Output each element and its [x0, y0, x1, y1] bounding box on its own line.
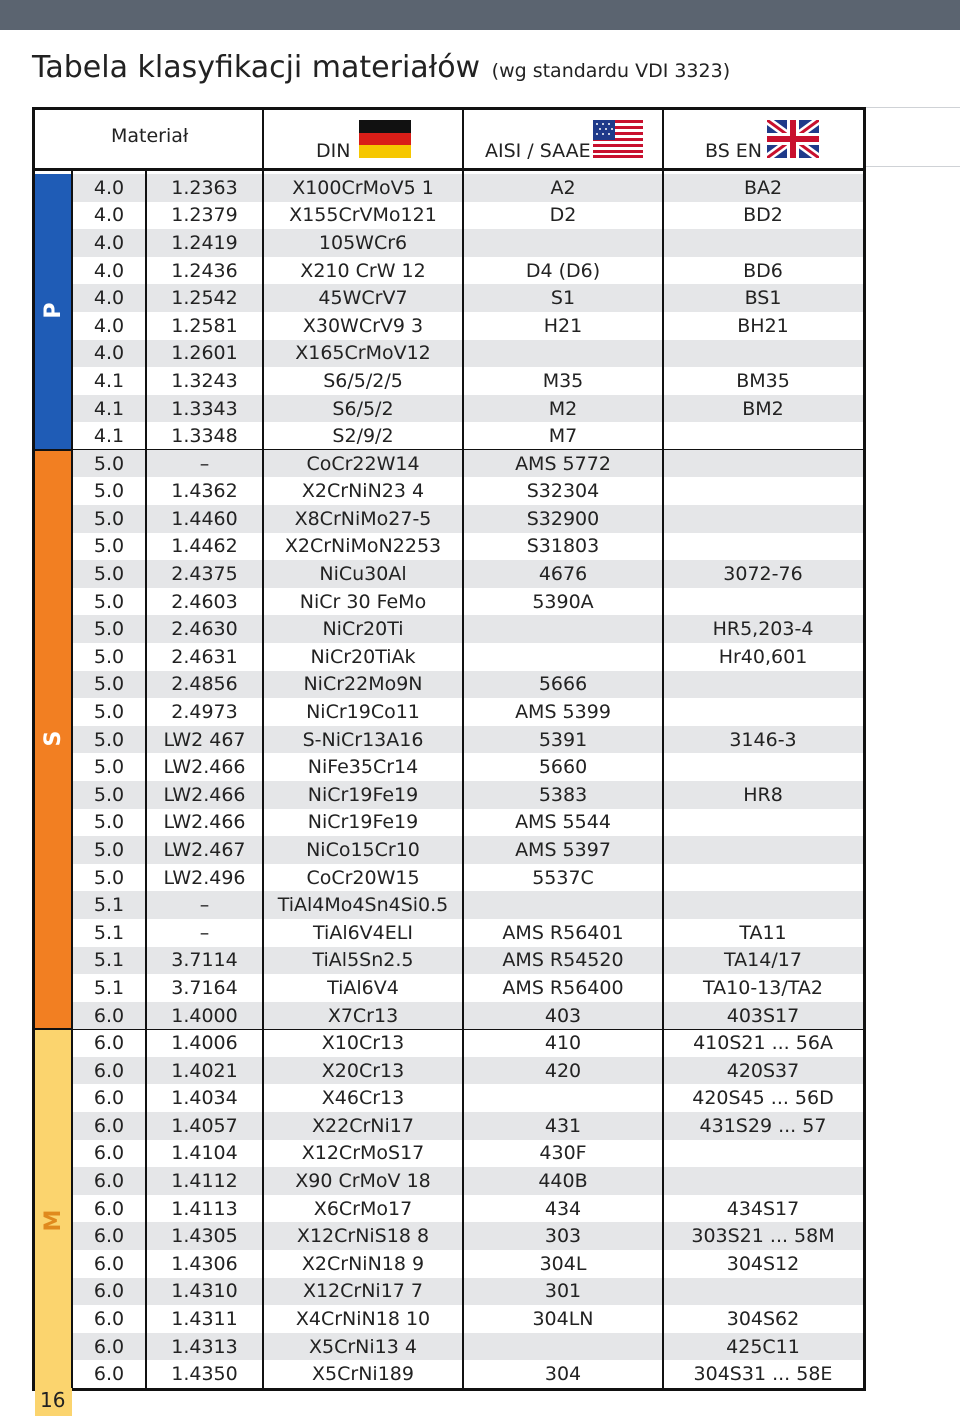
cell-din: X10Cr13: [321, 1032, 405, 1055]
table-row: [72, 257, 863, 285]
cell-number: 2.4631: [171, 645, 238, 668]
cell-bsen: [663, 478, 863, 506]
cell-number: 3.7114: [171, 949, 238, 972]
cell-din: X90 CrMoV 18: [295, 1170, 431, 1193]
cell-aisi: 431: [544, 1114, 582, 1137]
table-row: [72, 1360, 863, 1388]
cell-bsen: [663, 864, 863, 892]
cell-din: X12CrNi17 7: [302, 1280, 424, 1303]
cell-din: X4CrNiN18 10: [295, 1308, 431, 1330]
cell-bsen: [663, 422, 863, 450]
table-row: [72, 809, 863, 837]
cell-group: 4.1: [93, 369, 125, 392]
cell-aisi: 5383: [538, 783, 588, 806]
cell-din: NiCr20TiAk: [310, 645, 416, 668]
cell-bsen: 420S45 ... 56D: [692, 1087, 834, 1110]
cell-bsen: 434S17: [726, 1197, 800, 1220]
cell-din: X2CrNiN18 9: [301, 1252, 425, 1275]
cell-bsen: 420S37: [726, 1059, 800, 1082]
cell-number: 2.4630: [171, 618, 238, 641]
cell-group: 5.0: [93, 756, 125, 779]
cell-group: 6.0: [93, 1363, 125, 1386]
table-row: [72, 781, 863, 809]
table-row: [72, 891, 863, 919]
table-header: [35, 110, 863, 171]
cell-group: 4.1: [93, 397, 125, 420]
cell-din: X6CrMo17: [313, 1197, 413, 1220]
cell-din: S2/9/2: [332, 425, 394, 448]
table-row: [72, 753, 863, 781]
cell-group: 5.0: [93, 866, 125, 889]
cell-din: TiAl6V4ELI: [313, 921, 413, 944]
cell-din: NiFe35Cr14: [307, 756, 419, 779]
cell-aisi: [463, 891, 663, 919]
cell-aisi: AMS 5772: [515, 452, 611, 475]
cell-number: 1.2436: [171, 259, 238, 282]
cell-group: 5.0: [93, 452, 125, 475]
cell-bsen: TA14/17: [724, 949, 802, 972]
cell-number: LW2.466: [163, 756, 246, 779]
cell-number: 1.4113: [171, 1197, 238, 1220]
cell-group: 6.0: [93, 1087, 125, 1110]
germany-flag-icon: [359, 120, 411, 158]
column-divider: [145, 171, 147, 1388]
cell-number: 1.4362: [171, 480, 238, 503]
cell-aisi: 403: [544, 1004, 582, 1027]
cell-bsen: BS1: [744, 287, 782, 310]
cell-bsen: 425C11: [726, 1335, 800, 1358]
cell-group: 6.0: [93, 1225, 125, 1248]
cell-group: 4.0: [93, 231, 125, 254]
cell-bsen: [663, 809, 863, 837]
cell-number: LW2.466: [163, 783, 246, 806]
table-row: [72, 947, 863, 975]
group-label: S: [41, 730, 66, 747]
cell-number: 1.4057: [171, 1114, 238, 1137]
cell-din: X165CrMoV12: [295, 342, 431, 365]
cell-number: –: [199, 921, 210, 944]
cell-group: 6.0: [93, 1252, 125, 1275]
cell-group: 6.0: [93, 1170, 125, 1193]
cell-aisi: 4676: [538, 563, 588, 586]
cell-din: 105WCr6: [318, 231, 408, 254]
cell-din: NiCr22Mo9N: [303, 673, 423, 696]
cell-number: 1.2581: [171, 314, 238, 337]
cell-aisi: 304: [544, 1363, 582, 1386]
table-row: [72, 864, 863, 892]
cell-aisi: AMS R56401: [502, 921, 624, 944]
header-aisi: AISI / SAAE: [463, 110, 663, 168]
cell-bsen: Hr40,601: [718, 645, 808, 668]
column-divider: [262, 110, 264, 1388]
cell-group: 4.0: [93, 314, 125, 337]
cell-aisi: [463, 1085, 663, 1113]
cell-din: X5CrNi13 4: [309, 1335, 417, 1358]
cell-aisi: 420: [544, 1059, 582, 1082]
table-row: [72, 1167, 863, 1195]
cell-number: 1.4021: [171, 1059, 238, 1082]
cell-number: 1.4104: [171, 1142, 238, 1165]
cell-number: 1.2379: [171, 204, 238, 227]
cell-group: 5.0: [93, 673, 125, 696]
cell-aisi: 5660: [538, 756, 588, 779]
margin-line: [862, 107, 960, 108]
table-row: [72, 450, 863, 478]
cell-din: X7Cr13: [327, 1004, 399, 1027]
cell-din: CoCr20W15: [306, 866, 420, 889]
cell-aisi: 304LN: [532, 1308, 594, 1330]
table-row: [72, 229, 863, 257]
cell-group: 6.0: [93, 1114, 125, 1137]
cell-number: 1.4305: [171, 1225, 238, 1248]
table-row: [72, 478, 863, 506]
group-label: M: [41, 1210, 66, 1232]
cell-bsen: [663, 533, 863, 561]
margin-line: [862, 166, 960, 167]
cell-bsen: [663, 340, 863, 368]
cell-din: X2CrNiN23 4: [301, 480, 425, 503]
cell-din: X100CrMoV5 1: [292, 176, 434, 199]
table-row: [72, 1085, 863, 1113]
cell-bsen: TA11: [739, 921, 787, 944]
cell-group: 5.0: [93, 838, 125, 861]
cell-bsen: 304S31 ... 58E: [693, 1363, 833, 1386]
cell-aisi: S32900: [526, 507, 600, 530]
cell-aisi: 5390A: [532, 590, 594, 613]
cell-bsen: [663, 229, 863, 257]
cell-din: S6/5/2/5: [323, 369, 403, 392]
cell-bsen: HR8: [743, 783, 783, 806]
cell-bsen: [663, 836, 863, 864]
cell-aisi: M7: [548, 425, 578, 448]
cell-aisi: 301: [544, 1280, 582, 1303]
column-divider: [662, 110, 664, 1388]
cell-bsen: [663, 1140, 863, 1168]
cell-aisi: S1: [550, 287, 576, 310]
table-row: [72, 1250, 863, 1278]
cell-number: 3.7164: [171, 976, 238, 999]
cell-din: X2CrNiMoN2253: [284, 535, 442, 558]
uk-flag-icon: [767, 120, 819, 158]
page-number: 16: [40, 1388, 66, 1412]
table-row: [72, 505, 863, 533]
cell-aisi: A2: [550, 176, 576, 199]
cell-aisi: D2: [549, 204, 577, 227]
cell-bsen: BD2: [743, 204, 783, 227]
cell-group: 5.0: [93, 728, 125, 751]
cell-din: NiCr20Ti: [322, 618, 404, 641]
table-row: [72, 174, 863, 202]
cell-aisi: [463, 340, 663, 368]
cell-aisi: 430F: [539, 1142, 587, 1165]
cell-bsen: 303S21 ... 58M: [691, 1225, 835, 1248]
cell-group: 6.0: [93, 1197, 125, 1220]
cell-aisi: AMS 5399: [515, 701, 611, 723]
cell-bsen: 3146-3: [729, 728, 797, 751]
cell-number: –: [199, 452, 210, 475]
header-material: Materiał: [111, 125, 189, 147]
cell-bsen: 431S29 ... 57: [699, 1114, 827, 1137]
cell-din: NiCo15Cr10: [306, 838, 420, 861]
cell-number: 2.4375: [171, 563, 238, 586]
cell-number: 1.4000: [171, 1004, 238, 1027]
cell-group: 6.0: [93, 1335, 125, 1358]
top-bar: [0, 0, 960, 30]
cell-number: 1.4306: [171, 1252, 238, 1275]
table-row: [72, 284, 863, 312]
cell-aisi: AMS R54520: [502, 949, 624, 972]
cell-din: S6/5/2: [332, 397, 394, 420]
cell-din: X5CrNi189: [312, 1363, 414, 1386]
cell-din: NiCr 30 FeMo: [299, 590, 427, 613]
cell-group: 4.1: [93, 425, 125, 448]
cell-bsen: 3072-76: [723, 563, 803, 586]
cell-aisi: [463, 615, 663, 643]
table-row: [72, 615, 863, 643]
cell-group: 4.0: [93, 342, 125, 365]
cell-number: LW2.466: [163, 811, 246, 834]
cell-din: CoCr22W14: [306, 452, 420, 475]
cell-group: 5.0: [93, 645, 125, 668]
cell-group: 4.0: [93, 259, 125, 282]
table-row: [72, 422, 863, 450]
page-title: [32, 50, 730, 85]
cell-bsen: BM35: [736, 369, 790, 392]
cell-aisi: 5391: [538, 728, 588, 751]
cell-aisi: M2: [548, 397, 578, 420]
cell-number: 1.4034: [171, 1087, 238, 1110]
cell-din: X46Cr13: [321, 1087, 405, 1110]
cell-bsen: BD6: [743, 259, 783, 282]
cell-group: 6.0: [93, 1059, 125, 1082]
cell-bsen: [663, 891, 863, 919]
cell-number: 2.4973: [171, 701, 238, 723]
cell-aisi: AMS 5544: [515, 811, 611, 834]
cell-bsen: 410S21 ... 56A: [693, 1032, 833, 1055]
cell-number: 1.2601: [171, 342, 238, 365]
cell-aisi: 303: [544, 1225, 582, 1248]
cell-group: 5.0: [93, 563, 125, 586]
cell-din: X20Cr13: [321, 1059, 405, 1082]
table-row: [72, 1305, 863, 1333]
cell-aisi: H21: [543, 314, 583, 337]
cell-group: 6.0: [93, 1142, 125, 1165]
cell-group: 5.1: [93, 949, 125, 972]
table-row: [72, 836, 863, 864]
table-row: [72, 1195, 863, 1223]
title-main: Tabela klasyfikacji materiałów: [32, 50, 481, 85]
table-row: [72, 1140, 863, 1168]
cell-group: 5.0: [93, 590, 125, 613]
cell-number: 1.4462: [171, 535, 238, 558]
cell-group: 5.1: [93, 894, 125, 917]
cell-din: X8CrNiMo27-5: [294, 507, 432, 530]
table-row: [72, 974, 863, 1002]
cell-aisi: [463, 643, 663, 671]
table-row: [72, 312, 863, 340]
cell-bsen: BA2: [743, 176, 783, 199]
cell-din: TiAl6V4: [327, 976, 399, 999]
cell-number: 1.4460: [171, 507, 238, 530]
table-row: [72, 698, 863, 726]
cell-group: 6.0: [93, 1280, 125, 1303]
table-row: [72, 1333, 863, 1361]
cell-group: 5.0: [93, 811, 125, 834]
table-row: [72, 1029, 863, 1057]
cell-din: X22CrNi17: [312, 1114, 414, 1137]
cell-bsen: HR5,203-4: [712, 618, 814, 641]
cell-group: 5.1: [93, 976, 125, 999]
cell-din: S-NiCr13A16: [302, 728, 424, 751]
cell-group: 5.0: [93, 507, 125, 530]
cell-group: 6.0: [93, 1032, 125, 1055]
cell-number: 1.3348: [171, 425, 238, 448]
table-row: [72, 340, 863, 368]
cell-din: X30WCrV9 3: [302, 314, 424, 337]
cell-bsen: [663, 671, 863, 699]
cell-aisi: 304L: [539, 1252, 587, 1275]
table-row: [72, 1112, 863, 1140]
cell-group: 5.0: [93, 480, 125, 503]
cell-aisi: D4 (D6): [525, 259, 601, 282]
cell-number: 1.2542: [171, 287, 238, 310]
header-bsen: BS EN: [663, 110, 863, 168]
cell-aisi: [463, 1333, 663, 1361]
cell-bsen: [663, 698, 863, 726]
cell-bsen: [663, 588, 863, 616]
cell-aisi: M35: [542, 369, 584, 392]
cell-group: 5.0: [93, 535, 125, 558]
cell-aisi: 440B: [538, 1170, 588, 1193]
cell-din: TiAl5Sn2.5: [312, 949, 414, 972]
table-row: [72, 202, 863, 230]
cell-number: LW2 467: [163, 728, 246, 751]
cell-bsen: TA10-13/TA2: [703, 976, 823, 999]
cell-din: TiAl4Mo4Sn4Si0.5: [277, 894, 449, 917]
cell-number: –: [199, 894, 210, 917]
cell-bsen: [663, 1167, 863, 1195]
cell-number: LW2.496: [163, 866, 246, 889]
cell-din: X210 CrW 12: [300, 259, 426, 282]
cell-group: 6.0: [93, 1308, 125, 1330]
group-label: P: [41, 302, 66, 319]
table-row: [72, 1278, 863, 1306]
table-row: [72, 671, 863, 699]
table-row: [72, 1057, 863, 1085]
cell-din: X12CrMoS17: [301, 1142, 425, 1165]
title-subtitle: (wg standardu VDI 3323): [491, 60, 731, 82]
cell-number: 1.4350: [171, 1363, 238, 1386]
table-row: [72, 533, 863, 561]
cell-group: 5.0: [93, 783, 125, 806]
cell-group: 6.0: [93, 1004, 125, 1027]
cell-din: NiCu30Al: [319, 563, 407, 586]
cell-din: NiCr19Fe19: [307, 811, 419, 834]
cell-aisi: 410: [544, 1032, 582, 1055]
cell-bsen: [663, 450, 863, 478]
cell-number: 1.3243: [171, 369, 238, 392]
cell-group: 4.0: [93, 176, 125, 199]
cell-group: 5.0: [93, 618, 125, 641]
table-row: [72, 395, 863, 423]
cell-din: X12CrNiS18 8: [296, 1225, 430, 1248]
cell-aisi: 5666: [538, 673, 588, 696]
cell-number: 1.2419: [171, 231, 238, 254]
cell-din: NiCr19Co11: [306, 701, 420, 723]
cell-aisi: AMS R56400: [502, 976, 624, 999]
cell-bsen: BH21: [737, 314, 789, 337]
cell-number: 1.4112: [171, 1170, 238, 1193]
cell-number: LW2.467: [163, 838, 246, 861]
cell-bsen: 403S17: [726, 1004, 800, 1027]
cell-group: 5.0: [93, 701, 125, 723]
cell-group: 4.0: [93, 204, 125, 227]
cell-bsen: 304S12: [726, 1252, 800, 1275]
cell-aisi: S32304: [526, 480, 600, 503]
cell-number: 1.2363: [171, 176, 238, 199]
cell-bsen: [663, 1278, 863, 1306]
column-divider: [71, 171, 73, 1388]
cell-aisi: AMS 5397: [515, 838, 611, 861]
table-row: [72, 643, 863, 671]
cell-number: 1.4310: [171, 1280, 238, 1303]
table-row: [72, 560, 863, 588]
cell-bsen: [663, 505, 863, 533]
table-row: [72, 1222, 863, 1250]
cell-din: X155CrVMo121: [289, 204, 437, 227]
header-din: DIN: [263, 110, 463, 168]
table-row: [72, 367, 863, 395]
table-row: [72, 726, 863, 754]
cell-group: 4.0: [93, 287, 125, 310]
cell-bsen: [663, 753, 863, 781]
cell-number: 1.4313: [171, 1335, 238, 1358]
cell-number: 1.4006: [171, 1032, 238, 1055]
table-row: [72, 1002, 863, 1030]
cell-aisi: 5537C: [532, 866, 594, 889]
cell-aisi: S31803: [526, 535, 600, 558]
cell-aisi: [463, 229, 663, 257]
material-table: [32, 107, 866, 1391]
cell-din: NiCr19Fe19: [307, 783, 419, 806]
table-row: [72, 588, 863, 616]
table-row: [72, 919, 863, 947]
cell-number: 2.4603: [171, 590, 238, 613]
cell-number: 1.4311: [171, 1308, 238, 1330]
column-divider: [462, 110, 464, 1388]
cell-aisi: 434: [544, 1197, 582, 1220]
cell-number: 1.3343: [171, 397, 238, 420]
cell-bsen: 304S62: [726, 1308, 800, 1330]
cell-din: 45WCrV7: [318, 287, 408, 310]
cell-number: 2.4856: [171, 673, 238, 696]
usa-flag-icon: [593, 120, 643, 158]
cell-bsen: BM2: [742, 397, 784, 420]
cell-group: 5.1: [93, 921, 125, 944]
